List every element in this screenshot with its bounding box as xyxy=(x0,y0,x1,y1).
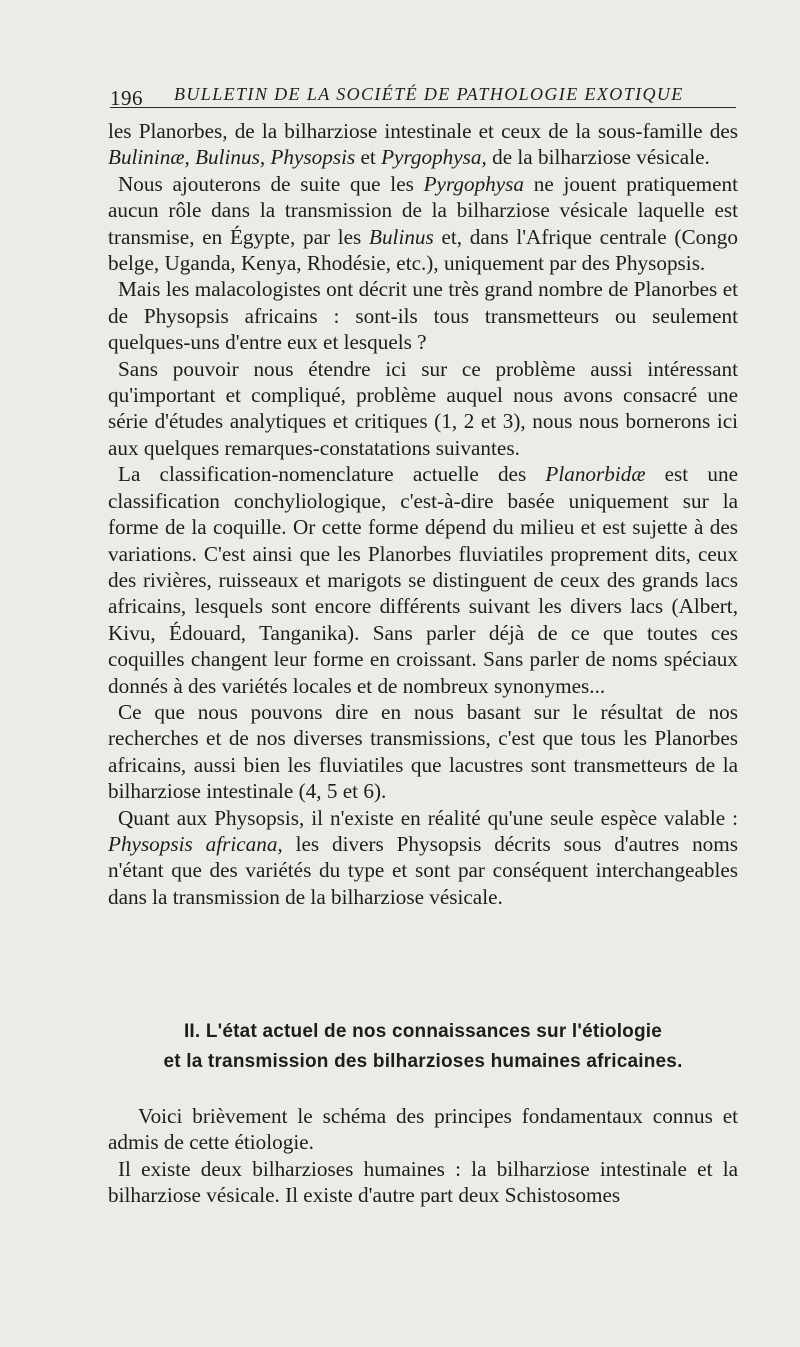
text-run: les divers Physopsis décrits sous d'autres noms n'étant que des variétés du type et sont par conséquent interchangeables dans la transmission de la bilharziose vésicale. xyxy=(108,831,738,909)
text-run: les Planorbes, de la bilharziose intestinale et ceux de la sous-famille des xyxy=(108,119,738,143)
section-heading-line-1: II. L'état actuel de nos connaissances sur l'étiologie xyxy=(183,1021,663,1042)
paragraph xyxy=(108,356,738,462)
paragraph xyxy=(108,276,738,355)
text-run: Quant aux Physopsis, il n'existe en réalité qu'une seule espèce valable : xyxy=(118,805,738,830)
section-body xyxy=(108,1103,738,1209)
italic-term: Bulinus xyxy=(369,224,434,249)
paragraph xyxy=(108,699,738,805)
text-run: Nous ajouterons de suite que les xyxy=(118,171,424,196)
text-run: est une classification conchyliologique, c'est-à-dire basée uniquement sur la forme de la coquille. Or cette forme dépend du milieu et est sujette à des variations. C'est ainsi que les Planorbes fluviatiles proprement dits, ceux des rivières, ruisseaux et marigots se distinguent de ceux des grands lacs africains, lesquels sont encore différents suivant les divers lacs (Albert, Kivu, Édouard, Tanganika). Sans parler déjà de ce que toutes ces coquilles changent leur forme en croissant. Sans parler de noms spéciaux donnés à des variétés locales et de nombreux synonymes... xyxy=(108,462,738,698)
italic-term: Physopsis africana, xyxy=(108,831,283,856)
section-heading-line-2: et la transmission des bilharzioses humaines africaines. xyxy=(163,1051,683,1072)
section-heading xyxy=(108,1017,738,1077)
text-run: de la bilharziose vésicale. xyxy=(486,145,710,170)
page-header xyxy=(110,80,735,108)
paragraph: Voici brièvement le schéma des principes fondamentaux connus et admis de cette étiologie. xyxy=(108,1104,738,1155)
text-run: Sans pouvoir nous étendre ici sur ce problème aussi intéressant qu'important et compliqué, problème auquel nous avons consacré une série d'études analytiques et critiques (1, 2 et 3), nous nous bornerons ici aux quelques remarques-constatations suivantes. xyxy=(108,356,738,460)
paragraph xyxy=(108,171,738,277)
text-run: La classification-nomenclature actuelle des xyxy=(118,462,546,487)
header-rule xyxy=(110,107,736,108)
text-run: et, dans l'Afrique centrale (Congo belge, Uganda, Kenya, Rhodésie, etc.), uniquement par des Physopsis. xyxy=(108,224,738,276)
running-title: BULLETIN DE LA SOCIÉTÉ DE PATHOLOGIE EXOTIQUE xyxy=(174,84,684,104)
italic-term: Pyrgophysa xyxy=(423,171,525,196)
paragraph xyxy=(108,461,738,699)
paragraph xyxy=(108,805,738,911)
article-body xyxy=(108,118,738,910)
italic-term: Planorbidæ xyxy=(545,462,646,487)
text-run: et xyxy=(355,145,382,170)
italic-term: Bulininæ, Bulinus, Physopsis xyxy=(108,145,356,170)
text-run: Mais les malacologistes ont décrit une très grand nombre de Planorbes et de Physopsis africains : sont-ils tous transmetteurs ou seulement quelques-uns d'entre eux et lesquels ? xyxy=(108,277,738,355)
paragraph: Il existe deux bilharzioses humaines : la bilharziose intestinale et la bilharziose vésicale. Il existe d'autre part deux Schistosomes xyxy=(108,1156,738,1208)
text-run: Ce que nous pouvons dire en nous basant sur le résultat de nos recherches et de nos diverses transmissions, c'est que tous les Planorbes africains, aussi bien les fluviatiles que lacustres sont transmetteurs de la bilharziose intestinale (4, 5 et 6). xyxy=(108,699,738,804)
page-number: 196 xyxy=(110,86,143,110)
text-run: ne jouent pratiquement aucun rôle dans la transmission de la bilharziose vésicale laquelle est transmise, en Égypte, par les xyxy=(108,171,738,249)
italic-term: Pyrgophysa, xyxy=(381,145,487,170)
paragraph xyxy=(108,118,738,171)
